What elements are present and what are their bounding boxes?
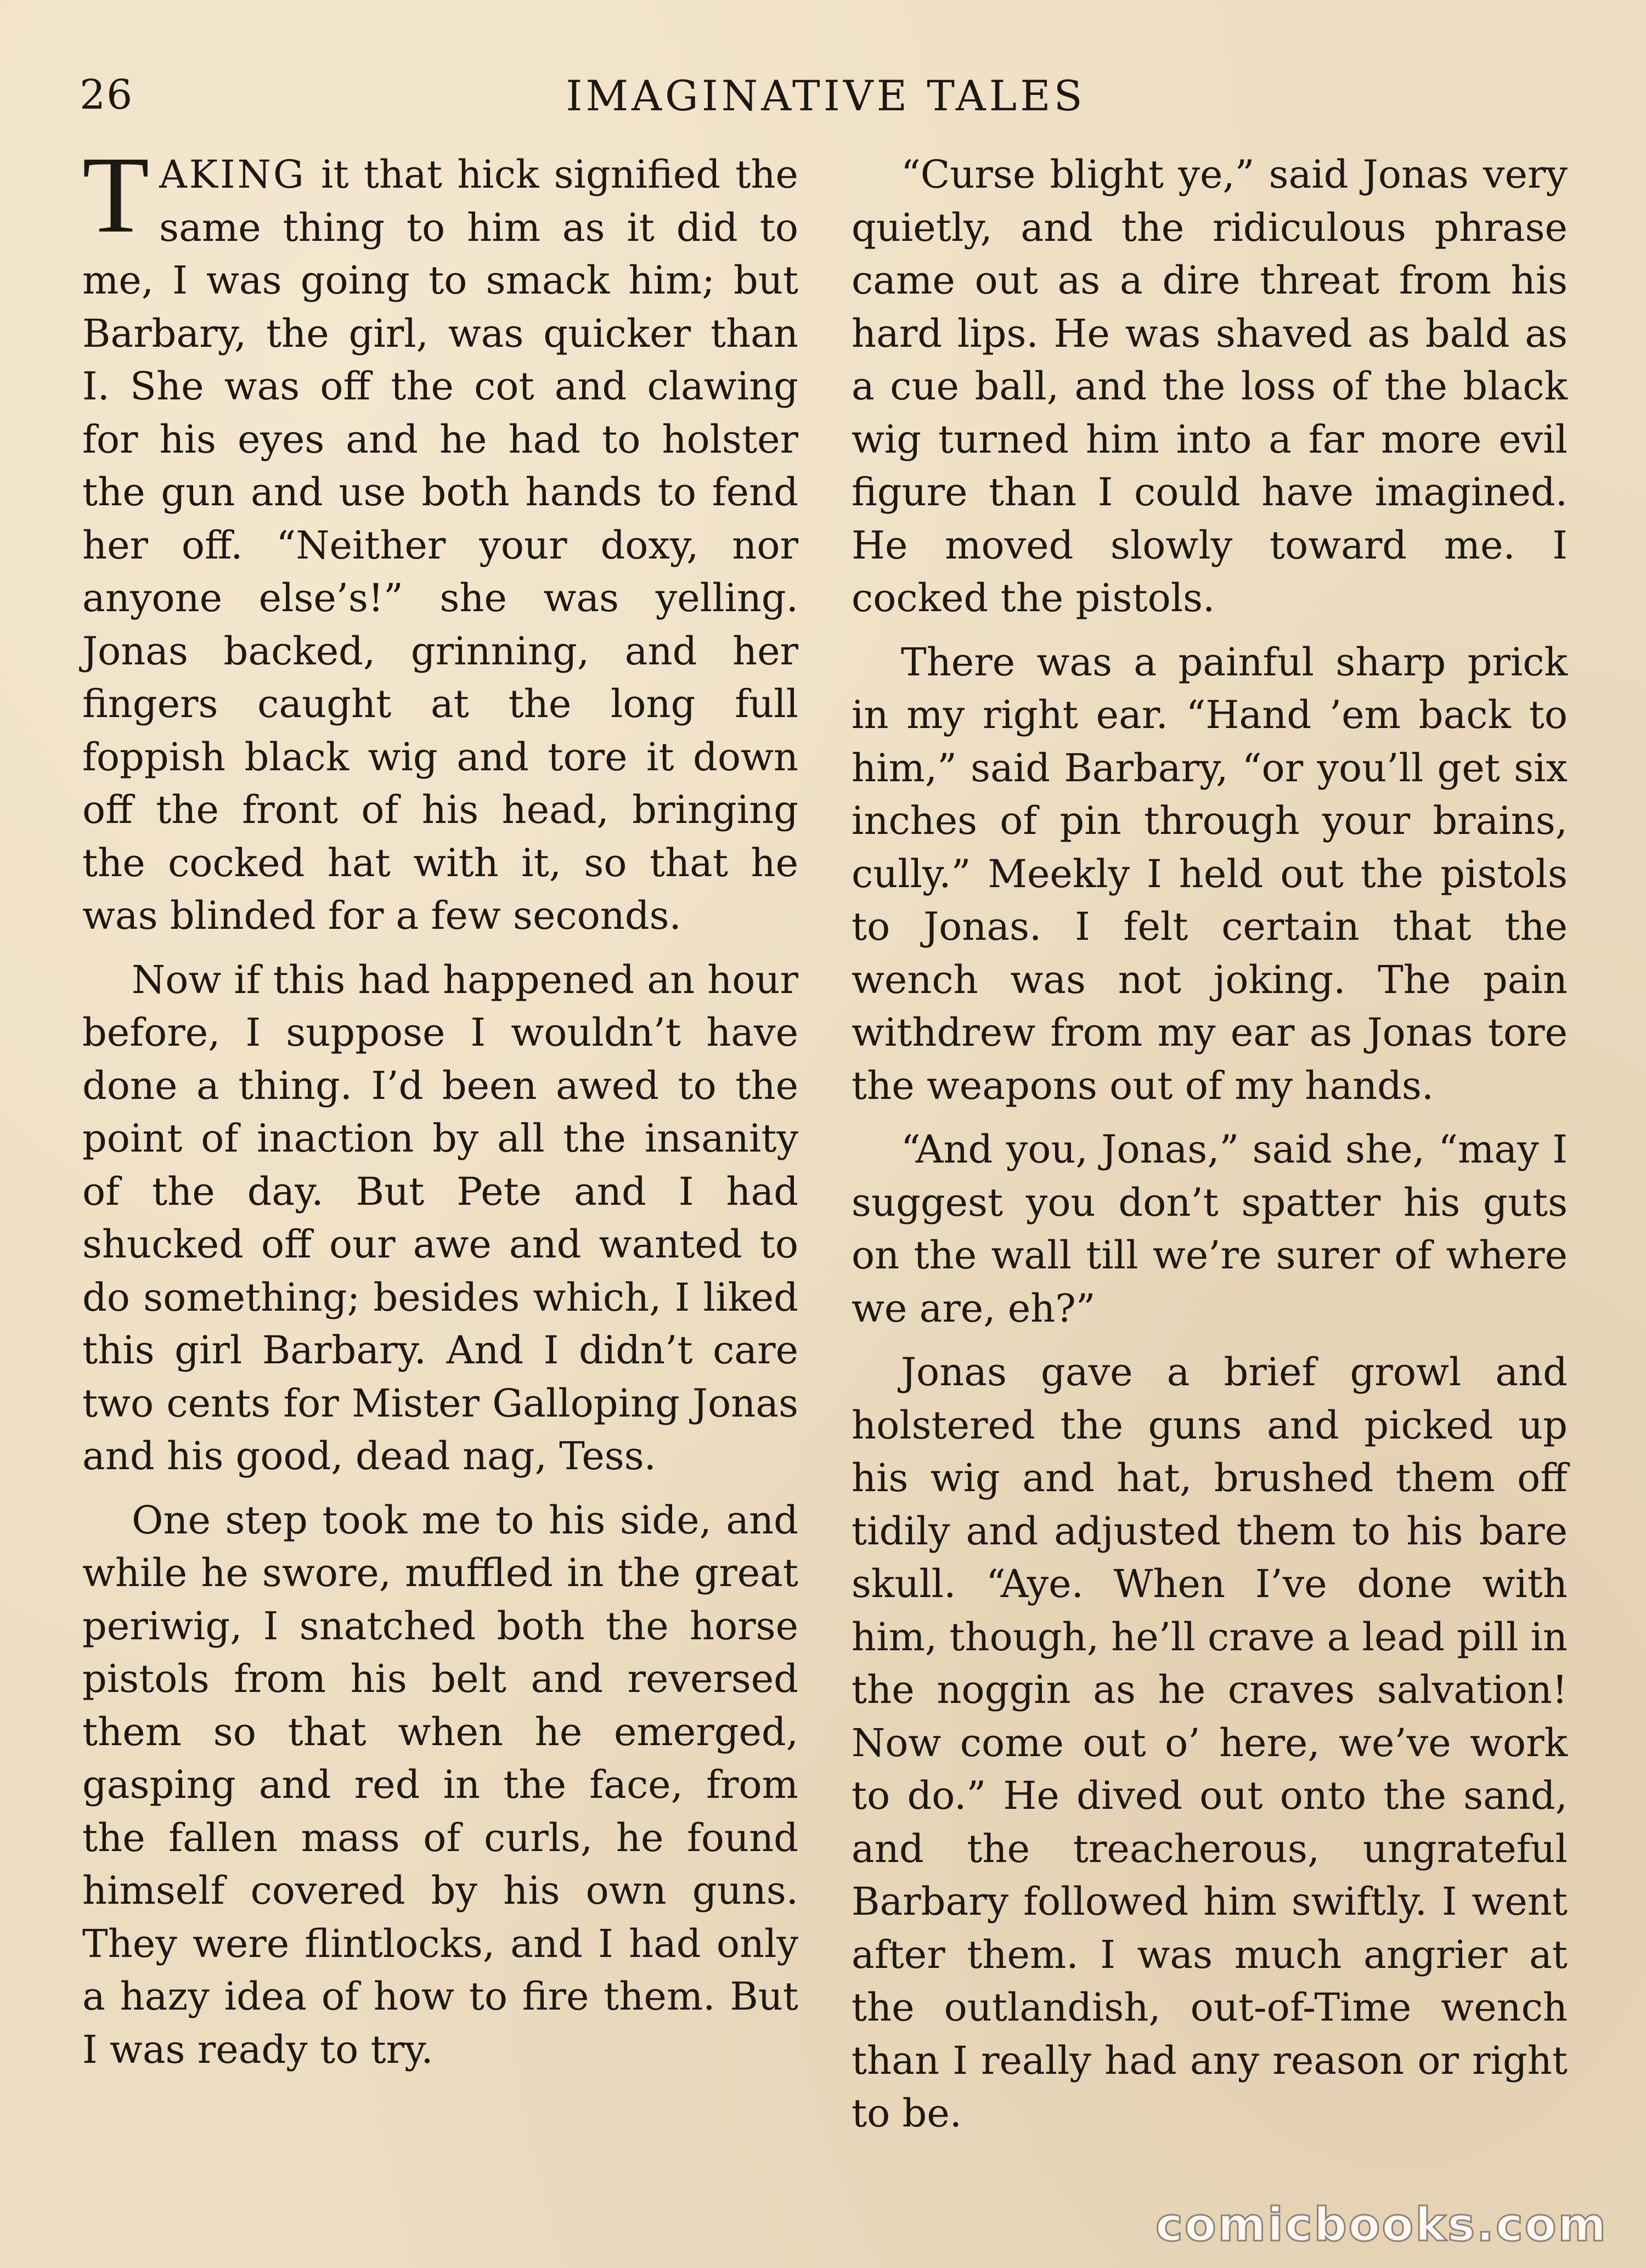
paragraph: “And you, Jonas,” said she, “may I suggest you don’t spatter his guts on the wall till we’re surer of where we are, eh?”: [852, 1127, 1568, 1331]
right-column: [852, 148, 1568, 2151]
paragraph: One step took me to his side, and while he swore, muffled in the great periwig, I snatched both the horse pistols from his belt and reversed them so that when he emerged, gasping and red in the face, from the fallen mass of curls, he found himself covered by his own guns. They were flintlocks, and I had only a hazy idea of how to fire them. But I was ready to try.: [82, 1497, 798, 2072]
paragraph: Jonas gave a brief growl and holstered the guns and picked up his wig and hat, brushed them off tidily and adjusted them to his bare skull. “Aye. When I’ve done with him, though, he’ll crave a lead pill in the noggin as he craves salvation! Now come out o’ here, we’ve work to do.” He dived out onto the sand, and the treacherous, ungrateful Barbary followed him swiftly. I went after them. I was much angrier at the outlandish, out-of-Time wench than I really had any reason or right to be.: [852, 1350, 1568, 2136]
page-header: [80, 71, 1572, 132]
running-title: IMAGINATIVE TALES: [566, 71, 1086, 120]
page-number: 26: [80, 71, 134, 119]
paragraph: There was a painful sharp prick in my right ear. “Hand ’em back to him,” said Barbary, “or you’ll get six inches of pin through your brains, cully.” Meekly I held out the pistols to Jonas. I felt certain that the wench was not joking. The pain withdrew from my ear as Jonas tore the weapons out of my hands.: [852, 639, 1568, 1108]
small-caps-opening: AKING: [159, 152, 306, 197]
paragraph: Now if this had happened an hour before, I suppose I wouldn’t have done a thing. I’d been awed to the point of inaction by all the insanity of the day. But Pete and I had shucked off our awe and wanted to do something; besides which, I liked this girl Barbary. And I didn’t care two cents for Mister Galloping Jonas and his good, dead nag, Tess.: [82, 957, 798, 1479]
paragraph-text: it that hick signified the same thing to him as it did to me, I was going to smack him; but Barbary, the girl, was quicker than I. She was off the cot and clawing for his eyes and he had to holster the gun and use both hands to fend her off. “Neither your doxy, nor anyone else’s!” she was yelling. Jonas backed, grinning, and her fingers caught at the long full foppish black wig and tore it down off the front of his head, bringing the cocked hat with it, so that he was blinded for a few seconds.: [82, 152, 798, 938]
site-watermark: comicbooks.com: [1155, 2198, 1608, 2252]
left-column: [82, 134, 798, 2087]
drop-cap: T: [82, 134, 150, 256]
paragraph: “Curse blight ye,” said Jonas very quietly, and the ridiculous phrase came out as a dire threat from his hard lips. He was shaved as bald as a cue ball, and the loss of the black wig turned him into a far more evil figure than I could have imagined. He moved slowly toward me. I cocked the pistols.: [852, 152, 1568, 620]
paragraph: [82, 134, 798, 943]
